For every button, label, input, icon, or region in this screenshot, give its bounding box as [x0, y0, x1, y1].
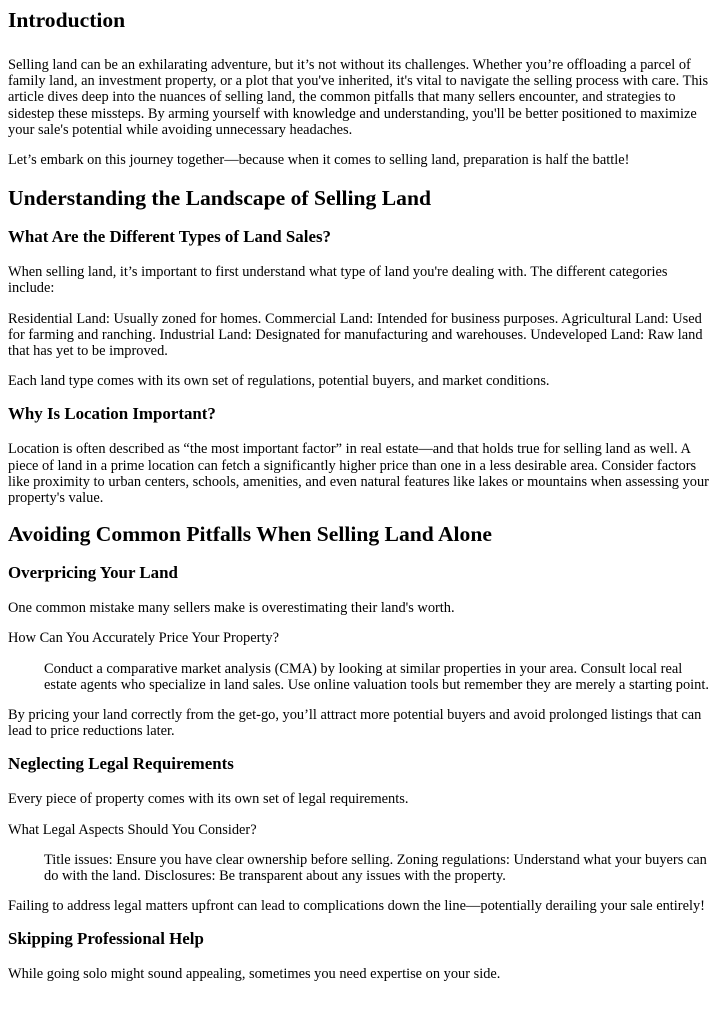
legal-paragraph-1: Every piece of property comes with its own set of legal requirements. [8, 791, 409, 808]
article [0, 7, 720, 983]
land-types-paragraph-1: When selling land, it’s important to first understand what type of land you're dealing with. The different categories include: [8, 264, 668, 297]
professional-help-heading: Skipping Professional Help [8, 929, 204, 949]
legal-tips-blockquote: Title issues: Ensure you have clear ownership before selling. Zoning regulations: Understand what your buyers can do with the land. Disclosures: Be transparent about any issues with the property. [44, 851, 707, 885]
location-paragraph: Location is often described as “the most important factor” in real estate—and that holds true for selling land as well. A piece of land in a prime location can fetch a significantly higher price than one in a less desirable area. Consider factors like proximity to urban centers, schools, amenities, and even natural features like lakes or mountains when assessing your property's value. [8, 441, 709, 507]
pitfalls-heading: Avoiding Common Pitfalls When Selling Land Alone [8, 522, 492, 547]
overpricing-tips-blockquote: Conduct a comparative market analysis (CMA) by looking at similar properties in your area. Consult local real estate agents who specialize in land sales. Use online valuation tools but remember they are merely a starting point. [44, 660, 709, 693]
intro-paragraph-2: Let’s embark on this journey together—because when it comes to selling land, preparation is half the battle! [8, 152, 630, 169]
legal-paragraph-3: Failing to address legal matters upfront can lead to complications down the line—potentially derailing your sale entirely! [8, 898, 705, 915]
land-types-heading: What Are the Different Types of Land Sales? [8, 227, 331, 247]
landscape-heading: Understanding the Landscape of Selling Land [8, 186, 431, 211]
overpricing-paragraph-1: One common mistake many sellers make is overestimating their land's worth. [8, 600, 455, 617]
land-types-paragraph-2: Residential Land: Usually zoned for homes. Commercial Land: Intended for business purposes. Agricultural Land: Used for farming and ranching. Industrial Land: Designated for manufacturing and warehouses. Undeveloped Land: Raw land that has yet to be improved. [8, 310, 703, 360]
intro-heading: Introduction [8, 8, 126, 32]
intro-paragraph-1: Selling land can be an exhilarating adventure, but it’s not without its challenges. Whether you’re offloading a parcel of family land, an investment property, or a plot that you've inherited, it's vital to navigate the selling process with care. This article dives deep into the nuances of selling land, the common pitfalls that many sellers encounter, and strategies to sidestep these missteps. By arming yourself with knowledge and understanding, you'll be better positioned to maximize your sale's potential while avoiding unnecessary headaches. [8, 57, 709, 138]
land-types-paragraph-3: Each land type comes with its own set of regulations, potential buyers, and market conditions. [8, 373, 550, 390]
overpricing-heading: Overpricing Your Land [8, 563, 178, 583]
legal-heading: Neglecting Legal Requirements [8, 754, 234, 774]
legal-question: What Legal Aspects Should You Consider? [8, 821, 257, 838]
professional-help-paragraph: While going solo might sound appealing, sometimes you need expertise on your side. [8, 966, 501, 983]
overpricing-question: How Can You Accurately Price Your Property? [8, 630, 279, 647]
location-heading: Why Is Location Important? [8, 404, 216, 424]
overpricing-paragraph-3: By pricing your land correctly from the get-go, you’ll attract more potential buyers and avoid prolonged listings that can lead to price reductions later. [8, 707, 702, 740]
